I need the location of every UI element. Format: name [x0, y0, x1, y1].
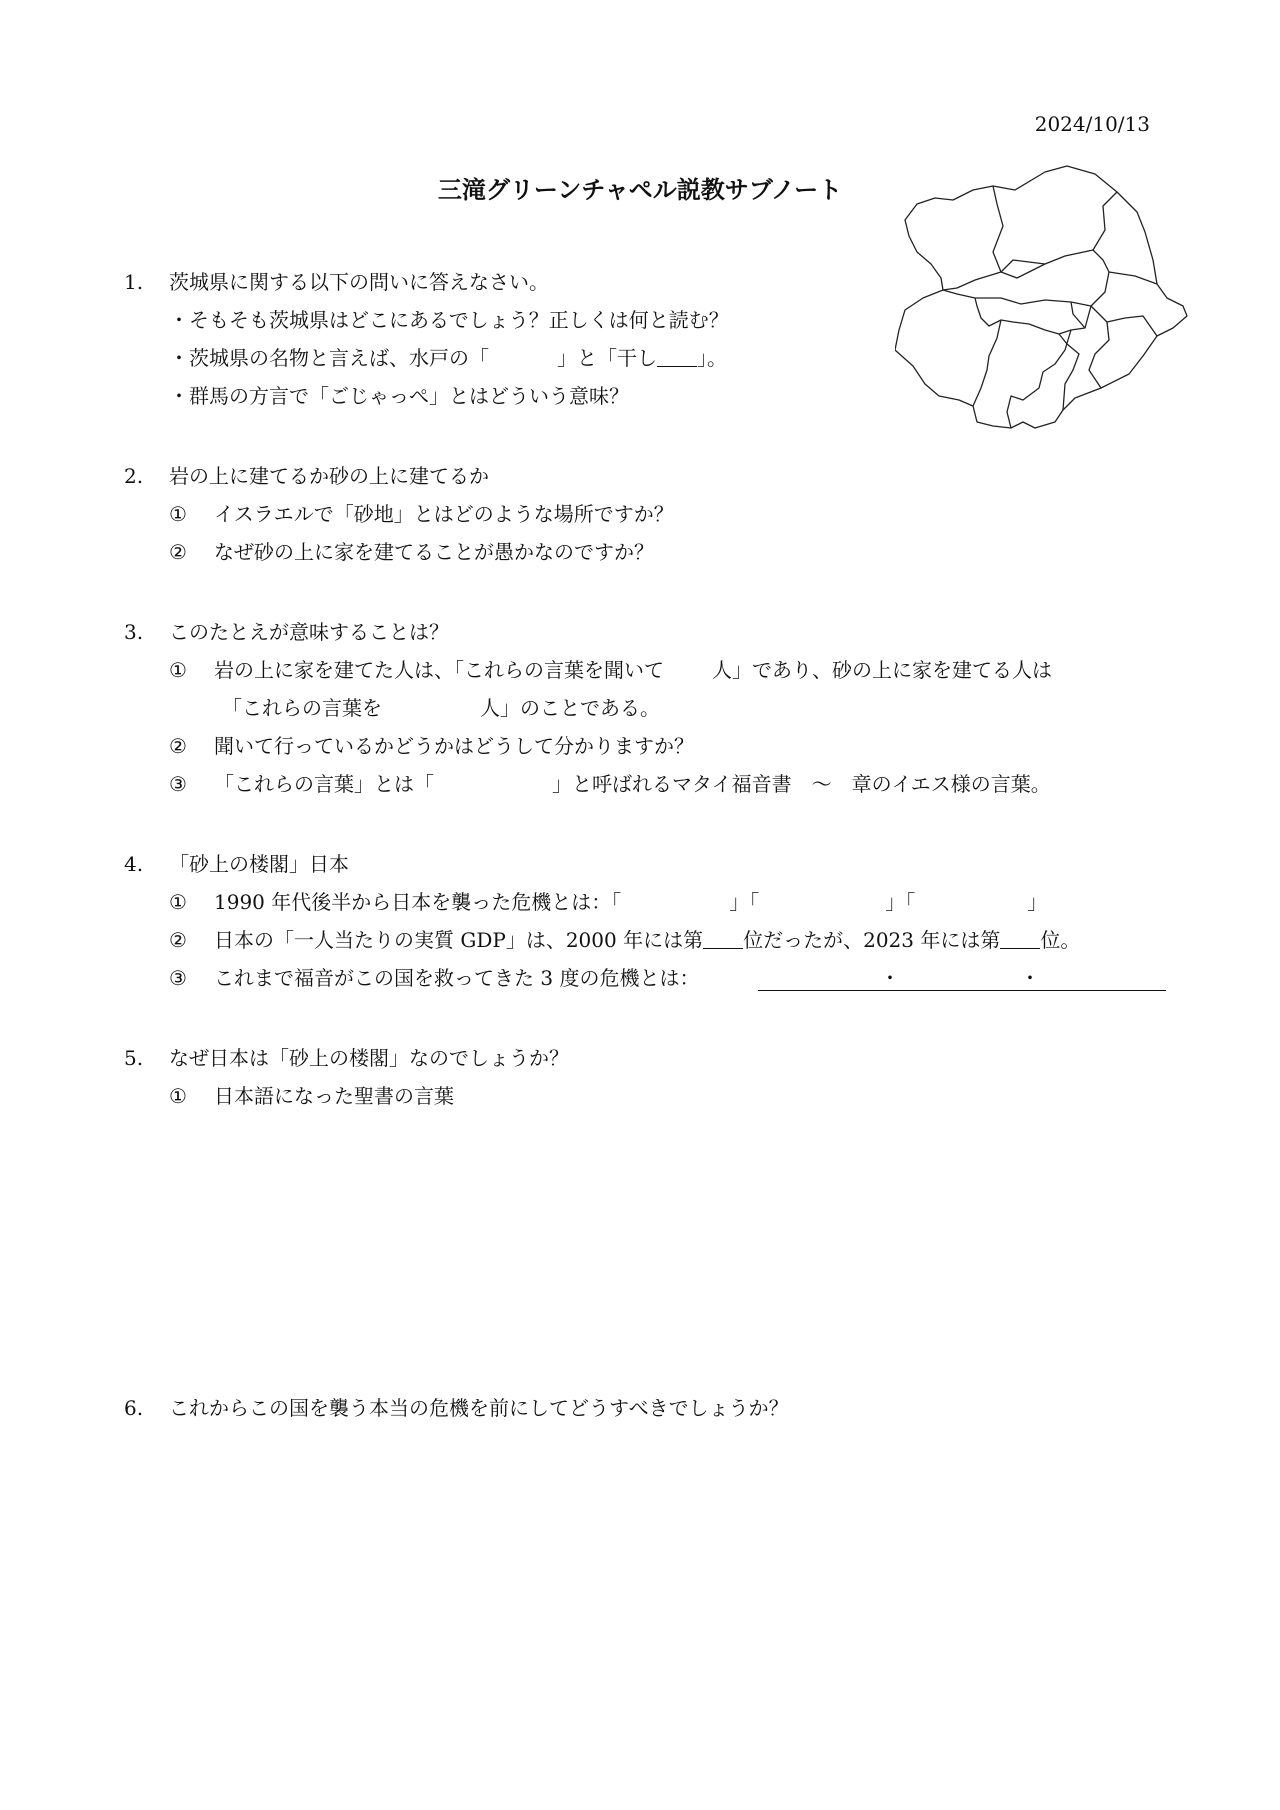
- map-border: [1001, 192, 1117, 272]
- bullet-item: ・茨城県の名物と言えば、水戸の「 」と「干し 」。: [169, 346, 727, 370]
- sub-item: 日本語になった聖書の言葉: [214, 1084, 454, 1108]
- map-border: [993, 186, 1003, 272]
- sub-marker: ③: [169, 772, 187, 796]
- question-number: 4.: [124, 852, 144, 876]
- sub-marker: ②: [169, 734, 187, 758]
- question-text: 茨城県に関する以下の問いに答えなさい。: [169, 270, 549, 294]
- answer-blank[interactable]: [703, 926, 743, 949]
- sub-marker: ①: [169, 1084, 187, 1108]
- sub-marker: ①: [169, 890, 187, 914]
- sub-item-continued: 「これらの言葉を 人」のことである。: [222, 696, 660, 720]
- question-text: このたとえが意味することは？: [169, 620, 449, 644]
- question-number: 1.: [124, 270, 144, 294]
- map-border: [943, 264, 1045, 290]
- map-border: [1091, 306, 1157, 336]
- sub-item: 聞いて行っているかどうかはどうして分かりますか？: [214, 734, 694, 758]
- map-outline: [895, 166, 1187, 428]
- sub-marker: ③: [169, 966, 187, 990]
- map-border: [943, 272, 1109, 306]
- sub-marker: ②: [169, 540, 187, 564]
- sub-item: 「これらの言葉」とは「 」と呼ばれるマタイ福音書 ～ 章のイエス様の言葉。: [214, 772, 1051, 796]
- answer-blank[interactable]: [1000, 926, 1040, 949]
- sub-item: 日本の「一人当たりの実質 GDP」は、2000 年には第 位だったが、2023 年には第 位。: [214, 928, 1081, 952]
- sub-marker: ①: [169, 502, 187, 526]
- sub-item: イスラエルで「砂地」とはどのような場所ですか？: [214, 502, 674, 526]
- date: 2024/10/13: [1034, 112, 1150, 136]
- map-border: [975, 298, 1091, 334]
- sub-marker: ①: [169, 658, 187, 682]
- sub-item: これまで福音がこの国を救ってきた 3 度の危機とは：: [214, 966, 700, 990]
- question-number: 6.: [124, 1396, 144, 1420]
- question-number: 3.: [124, 620, 144, 644]
- question-number: 5.: [124, 1046, 144, 1070]
- ibaraki-map-icon: [895, 160, 1195, 450]
- bullet-item: ・群馬の方言で「ごじゃっぺ」とはどういう意味？: [169, 384, 629, 408]
- sub-item: 岩の上に家を建てた人は、「これらの言葉を聞いて 人」であり、砂の上に家を建てる人は: [214, 658, 1052, 682]
- map-border: [973, 320, 1001, 406]
- answer-blank[interactable]: ・ ・: [758, 964, 1166, 991]
- answer-blank[interactable]: [657, 344, 697, 367]
- question-text: これからこの国を襲う本当の危機を前にしてどうすべきでしょうか？: [169, 1396, 789, 1420]
- map-border: [1059, 334, 1079, 410]
- map-border: [1089, 322, 1109, 388]
- question-text: なぜ日本は「砂上の楼閣」なのでしょうか？: [169, 1046, 569, 1070]
- sub-marker: ②: [169, 928, 187, 952]
- page-title: 三滝グリーンチャペル説教サブノート: [437, 175, 843, 204]
- bullet-item: ・そもそも茨城県はどこにあるでしょう？正しくは何と読む？: [169, 308, 729, 332]
- sub-item: 1990 年代後半から日本を襲った危機とは：「 」「 」「 」: [214, 890, 1048, 914]
- map-border: [1071, 302, 1085, 328]
- question-1: [124, 268, 143, 296]
- question-number: 2.: [124, 464, 144, 488]
- sub-item: なぜ砂の上に家を建てることが愚かなのですか？: [214, 540, 654, 564]
- question-text: 岩の上に建てるか砂の上に建てるか: [169, 464, 489, 488]
- map-border: [1093, 250, 1157, 284]
- question-text: 「砂上の楼閣」日本: [169, 852, 349, 876]
